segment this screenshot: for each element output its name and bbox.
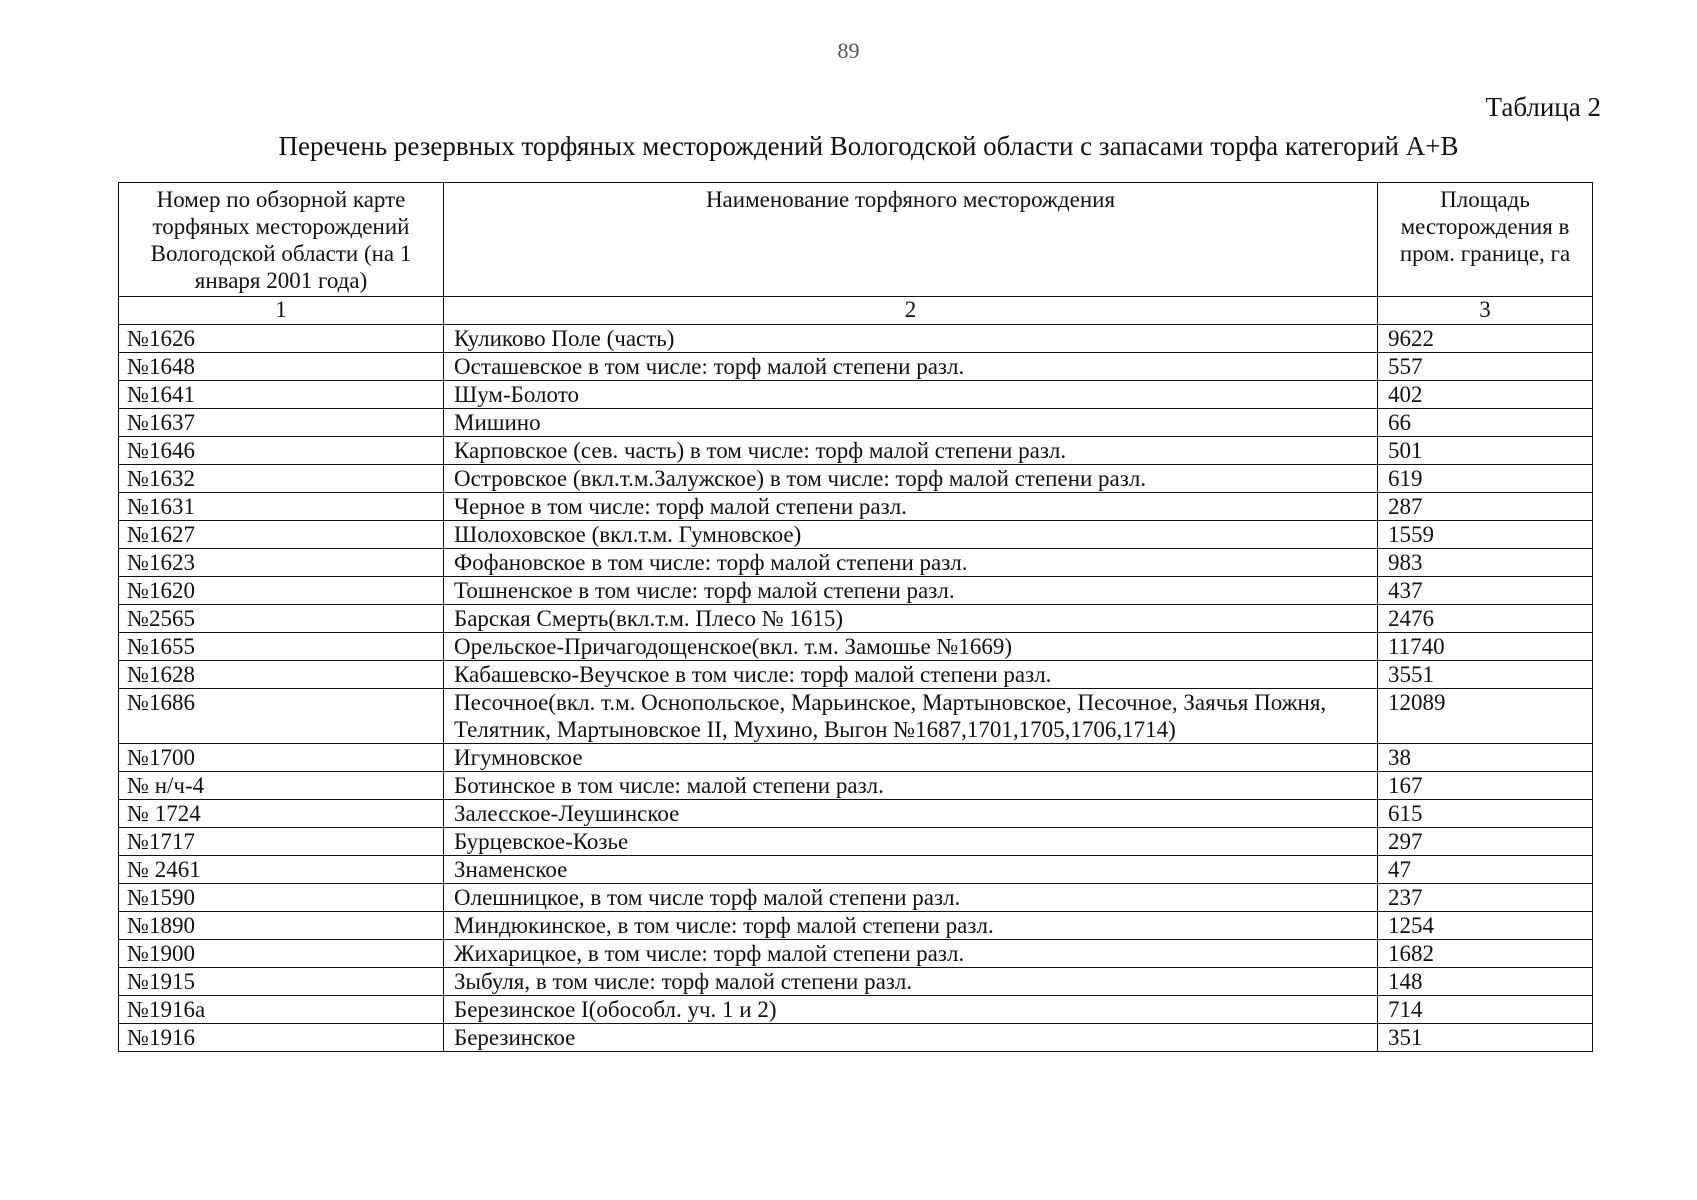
deposit-number-cell: №1637: [119, 409, 444, 437]
deposit-number-cell: №1641: [119, 381, 444, 409]
table-row: [119, 325, 1593, 353]
table-row: [119, 521, 1593, 549]
column-number: 3: [1378, 297, 1593, 325]
table-row: [119, 465, 1593, 493]
deposit-area-cell: 402: [1378, 381, 1593, 409]
deposit-area-cell: 1559: [1378, 521, 1593, 549]
header-deposit-name: Наименование торфяного месторождения: [444, 183, 1378, 297]
deposit-number-cell: №1700: [119, 744, 444, 772]
deposit-area-cell: 1682: [1378, 940, 1593, 968]
deposit-name-cell: Кабашевско-Веучское в том числе: торф малой степени разл.: [444, 661, 1378, 689]
deposit-name-cell: Осташевское в том числе: торф малой степени разл.: [444, 353, 1378, 381]
table-row: [119, 353, 1593, 381]
deposit-name-cell: Мишино: [444, 409, 1378, 437]
page-number: 89: [837, 38, 860, 63]
table-row: [119, 577, 1593, 605]
deposit-name-cell: Ботинское в том числе: малой степени разл.: [444, 772, 1378, 800]
deposit-name-cell: Островское (вкл.т.м.Залужское) в том числе: торф малой степени разл.: [444, 465, 1378, 493]
deposit-number-cell: №1627: [119, 521, 444, 549]
table-row: [119, 772, 1593, 800]
deposit-name-cell: Тошненское в том числе: торф малой степени разл.: [444, 577, 1378, 605]
deposit-area-cell: 351: [1378, 1024, 1593, 1052]
table-row: [119, 1024, 1593, 1052]
column-number: 2: [444, 297, 1378, 325]
column-number: 1: [119, 297, 444, 325]
deposit-area-cell: 237: [1378, 884, 1593, 912]
deposit-name-cell: Шум-Болото: [444, 381, 1378, 409]
table-row: [119, 856, 1593, 884]
deposit-number-cell: №1915: [119, 968, 444, 996]
deposit-number-cell: №1632: [119, 465, 444, 493]
deposit-area-cell: 66: [1378, 409, 1593, 437]
deposit-area-cell: 11740: [1378, 633, 1593, 661]
deposit-area-cell: 287: [1378, 493, 1593, 521]
deposit-number-cell: №1628: [119, 661, 444, 689]
table-row: [119, 940, 1593, 968]
deposit-number-cell: №1590: [119, 884, 444, 912]
deposit-area-cell: 983: [1378, 549, 1593, 577]
deposit-number-cell: №1900: [119, 940, 444, 968]
deposit-number-cell: № 2461: [119, 856, 444, 884]
deposit-name-cell: Шолоховское (вкл.т.м. Гумновское): [444, 521, 1378, 549]
deposit-number-cell: № н/ч-4: [119, 772, 444, 800]
deposit-number-cell: №1916: [119, 1024, 444, 1052]
deposit-area-cell: 297: [1378, 828, 1593, 856]
table-row: [119, 828, 1593, 856]
deposit-number-cell: №1626: [119, 325, 444, 353]
deposit-number-cell: №2565: [119, 605, 444, 633]
deposit-name-cell: Березинское I(обособл. уч. 1 и 2): [444, 996, 1378, 1024]
deposit-name-cell: Орельское-Причагодощенское(вкл. т.м. Замошье №1669): [444, 633, 1378, 661]
deposit-area-cell: 437: [1378, 577, 1593, 605]
deposit-area-cell: 38: [1378, 744, 1593, 772]
deposit-area-cell: 1254: [1378, 912, 1593, 940]
deposit-name-cell: Фофановское в том числе: торф малой степени разл.: [444, 549, 1378, 577]
table-row: [119, 689, 1593, 744]
table-row: [119, 744, 1593, 772]
deposit-area-cell: 619: [1378, 465, 1593, 493]
table-row: [119, 493, 1593, 521]
deposit-area-cell: 12089: [1378, 689, 1593, 744]
header-map-number: Номер по обзорной карте торфяных месторождений Вологодской области (на 1 января 2001 года): [119, 183, 444, 297]
column-number-row: [119, 297, 1593, 325]
table-header-row: [119, 183, 1593, 297]
deposit-name-cell: Березинское: [444, 1024, 1378, 1052]
deposit-number-cell: №1890: [119, 912, 444, 940]
deposit-number-cell: №1620: [119, 577, 444, 605]
deposit-area-cell: 9622: [1378, 325, 1593, 353]
deposit-area-cell: 615: [1378, 800, 1593, 828]
deposit-number-cell: №1631: [119, 493, 444, 521]
table-row: [119, 381, 1593, 409]
table-row: [119, 968, 1593, 996]
deposit-number-cell: №1623: [119, 549, 444, 577]
deposit-name-cell: Залесское-Леушинское: [444, 800, 1378, 828]
deposit-area-cell: 148: [1378, 968, 1593, 996]
deposit-name-cell: Знаменское: [444, 856, 1378, 884]
deposit-number-cell: №1646: [119, 437, 444, 465]
deposit-area-cell: 47: [1378, 856, 1593, 884]
deposit-name-cell: Куликово Поле (часть): [444, 325, 1378, 353]
deposit-name-cell: Олешницкое, в том числе торф малой степени разл.: [444, 884, 1378, 912]
deposit-area-cell: 167: [1378, 772, 1593, 800]
deposit-name-cell: Игумновское: [444, 744, 1378, 772]
peat-deposits-table: [118, 182, 1593, 1052]
table-row: [119, 800, 1593, 828]
deposit-number-cell: №1655: [119, 633, 444, 661]
deposit-number-cell: №1686: [119, 689, 444, 744]
header-area: Площадь месторождения в пром. границе, га: [1378, 183, 1593, 297]
table-row: [119, 912, 1593, 940]
deposit-name-cell: Миндюкинское, в том числе: торф малой степени разл.: [444, 912, 1378, 940]
table-row: [119, 633, 1593, 661]
deposit-name-cell: Песочное(вкл. т.м. Оснопольское, Марьинское, Мартыновское, Песочное, Заячья Пожня, Телятник, Мартыновское II, Мухино, Выгон №1687,1701,1705,1706,1714): [444, 689, 1378, 744]
table-row: [119, 996, 1593, 1024]
table-row: [119, 661, 1593, 689]
table-row: [119, 605, 1593, 633]
table-row: [119, 409, 1593, 437]
deposit-area-cell: 3551: [1378, 661, 1593, 689]
table-row: [119, 437, 1593, 465]
table-row: [119, 884, 1593, 912]
deposit-name-cell: Зыбуля, в том числе: торф малой степени разл.: [444, 968, 1378, 996]
deposit-number-cell: №1717: [119, 828, 444, 856]
deposit-name-cell: Карповское (сев. часть) в том числе: торф малой степени разл.: [444, 437, 1378, 465]
deposit-area-cell: 501: [1378, 437, 1593, 465]
table-row: [119, 549, 1593, 577]
deposit-name-cell: Жихарицкое, в том числе: торф малой степени разл.: [444, 940, 1378, 968]
deposit-name-cell: Барская Смерть(вкл.т.м. Плесо № 1615): [444, 605, 1378, 633]
deposit-name-cell: Бурцевское-Козье: [444, 828, 1378, 856]
deposit-area-cell: 714: [1378, 996, 1593, 1024]
deposit-number-cell: №1648: [119, 353, 444, 381]
deposit-area-cell: 557: [1378, 353, 1593, 381]
deposit-name-cell: Черное в том числе: торф малой степени разл.: [444, 493, 1378, 521]
table-caption: Перечень резервных торфяных месторождений Вологодской области с запасами торфа категорий А+В: [278, 131, 1459, 161]
deposit-number-cell: №1916а: [119, 996, 444, 1024]
deposit-area-cell: 2476: [1378, 605, 1593, 633]
table-label: Таблица 2: [1485, 92, 1601, 122]
deposit-number-cell: № 1724: [119, 800, 444, 828]
